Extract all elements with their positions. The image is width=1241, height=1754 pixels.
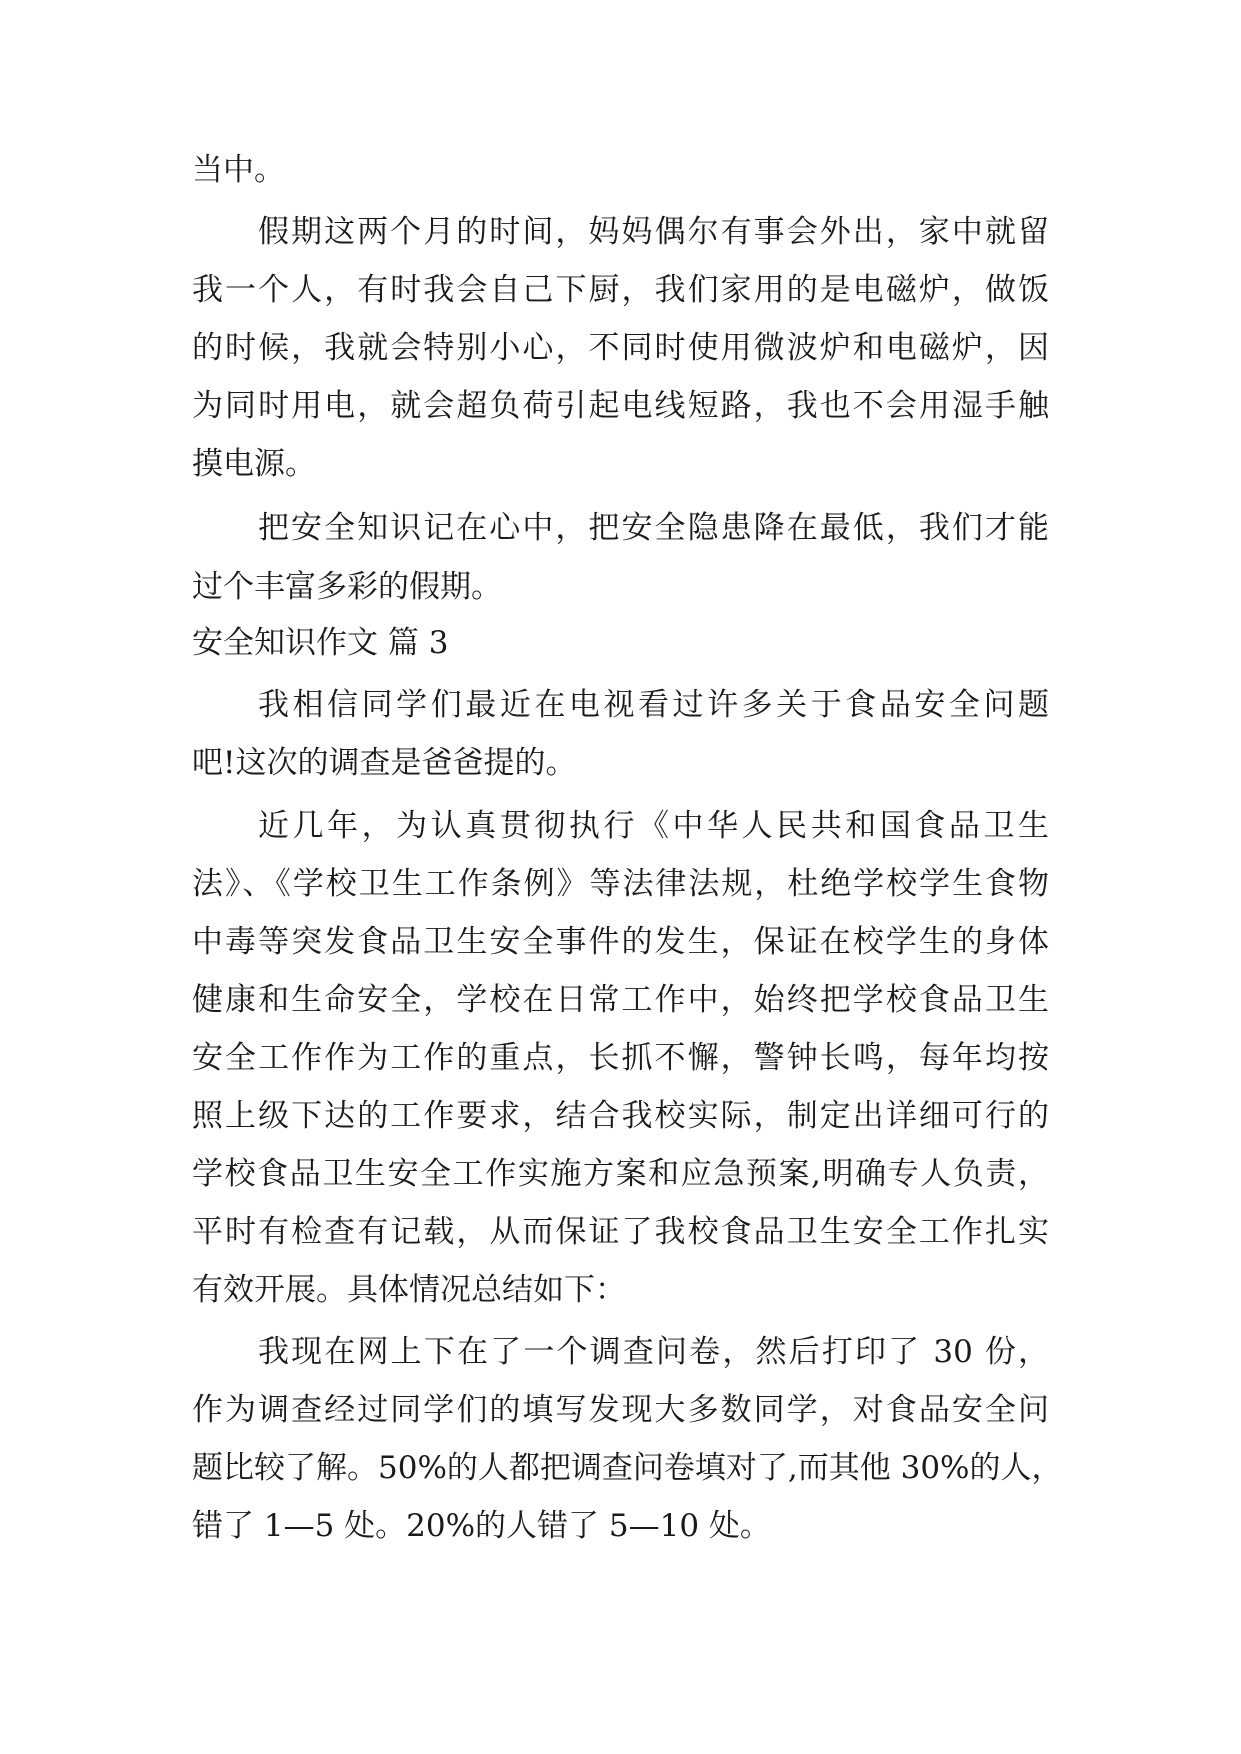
text-line: 照上级下达的工作要求，结合我校实际，制定出详细可行的 — [192, 1098, 1049, 1134]
text-line: 假期这两个月的时间，妈妈偶尔有事会外出，家中就留 — [258, 214, 1049, 250]
text-line: 的时候，我就会特别小心，不同时使用微波炉和电磁炉，因 — [192, 330, 1049, 366]
text-line: 学校食品卫生安全工作实施方案和应急预案,明确专人负责， — [192, 1156, 1049, 1192]
text-line: 题比较了解。50%的人都把调查问卷填对了,而其他 30%的人， — [192, 1450, 1063, 1486]
section-heading: 安全知识作文 篇 3 — [192, 625, 449, 661]
text-line: 当中。 — [192, 152, 285, 188]
text-line: 近几年，为认真贯彻执行《中华人民共和国食品卫生 — [258, 808, 1049, 844]
text-line: 我一个人，有时我会自己下厨，我们家用的是电磁炉，做饭 — [192, 272, 1049, 308]
text-line: 吧!这次的调查是爸爸提的。 — [192, 745, 577, 781]
text-line: 我相信同学们最近在电视看过许多关于食品安全问题 — [258, 687, 1049, 723]
text-line: 我现在网上下在了一个调查问卷，然后打印了 30 份， — [258, 1334, 1049, 1370]
text-line: 摸电源。 — [192, 446, 316, 482]
text-line: 安全工作作为工作的重点，长抓不懈，警钟长鸣，每年均按 — [192, 1040, 1049, 1076]
text-line: 有效开展。具体情况总结如下： — [192, 1272, 626, 1308]
text-line: 错了 1—5 处。20%的人错了 5—10 处。 — [192, 1508, 771, 1544]
text-line: 把安全知识记在心中，把安全隐患降在最低，我们才能 — [258, 510, 1049, 546]
text-line: 中毒等突发食品卫生安全事件的发生，保证在校学生的身体 — [192, 924, 1049, 960]
text-line: 平时有检查有记载，从而保证了我校食品卫生安全工作扎实 — [192, 1214, 1049, 1250]
text-line: 健康和生命安全，学校在日常工作中，始终把学校食品卫生 — [192, 982, 1049, 1018]
text-line: 为同时用电，就会超负荷引起电线短路，我也不会用湿手触 — [192, 388, 1049, 424]
text-line: 法》、《学校卫生工作条例》等法律法规，杜绝学校学生食物 — [192, 866, 1049, 902]
text-line: 过个丰富多彩的假期。 — [192, 569, 502, 605]
text-line: 作为调查经过同学们的填写发现大多数同学，对食品安全问 — [192, 1392, 1049, 1428]
